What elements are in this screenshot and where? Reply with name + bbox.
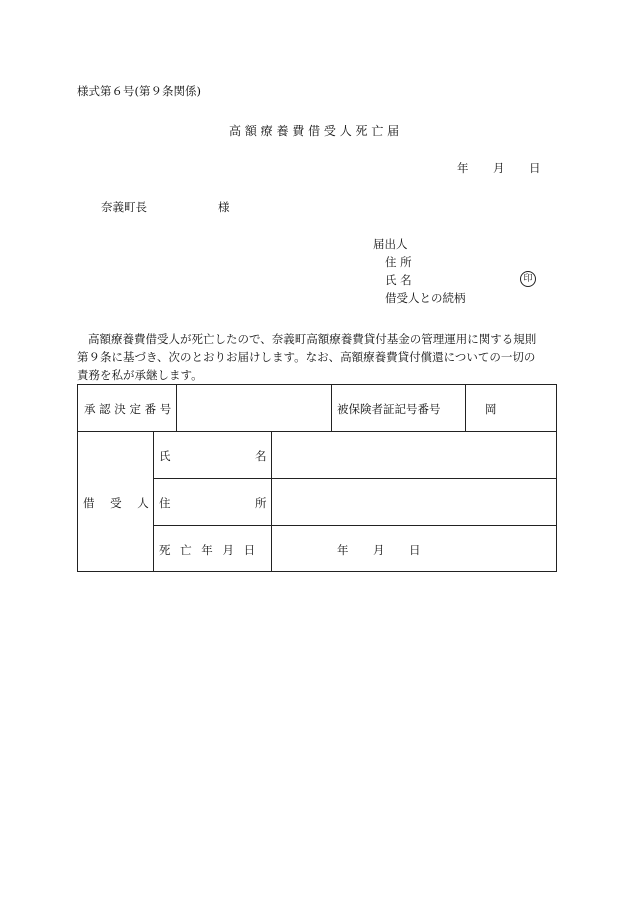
death-date-day: 日 xyxy=(409,543,421,557)
borrower-name-label-b: 名 xyxy=(255,449,267,463)
addressee-name: 奈義町長 xyxy=(101,200,147,214)
form-number: 様式第６号(第９条関係) xyxy=(77,84,201,98)
date-day-label: 日 xyxy=(529,161,541,175)
insured-number-value: 岡 xyxy=(485,402,497,416)
date-year-label: 年 xyxy=(457,161,469,175)
seal-mark: 印 xyxy=(520,271,536,287)
notifier-relation-label: 借受人との続柄 xyxy=(385,291,466,305)
borrower-address-field[interactable] xyxy=(272,479,556,525)
addressee-honorific: 様 xyxy=(218,200,230,214)
borrower-name-field[interactable] xyxy=(272,432,556,478)
table-overlay xyxy=(77,384,557,572)
borrower-name-label-a: 氏 xyxy=(159,449,171,463)
body-paragraph xyxy=(77,330,557,384)
notifier-name-label: 氏 名 xyxy=(385,273,412,287)
death-date-month: 月 xyxy=(373,543,385,557)
approval-number-field[interactable] xyxy=(177,385,331,431)
borrower-address-label-b: 所 xyxy=(255,496,267,510)
notifier-address-label: 住 所 xyxy=(385,255,412,269)
date-month-label: 月 xyxy=(493,161,505,175)
death-date-label: 死 亡 年 月 日 xyxy=(159,543,259,557)
body-line: 責務を私が承継します。 xyxy=(77,368,203,382)
insured-number-label: 被保険者証記号番号 xyxy=(337,402,441,416)
body-line: 第９条に基づき、次のとおりお届けします。なお、高額療養費貸付償還についての一切の xyxy=(77,350,536,364)
borrower-address-label-a: 住 xyxy=(159,496,171,510)
borrower-label: 借 受 人 xyxy=(83,496,155,510)
approval-number-label: 承 認 決 定 番 号 xyxy=(84,402,172,416)
body-line: 高額療養費借受人が死亡したので、奈義町高額療養費貸付基金の管理運用に関する規則 xyxy=(88,332,537,346)
death-date-year: 年 xyxy=(337,543,349,557)
notifier-heading: 届出人 xyxy=(373,237,408,251)
document-title: 高 額 療 養 費 借 受 人 死 亡 届 xyxy=(229,124,400,138)
